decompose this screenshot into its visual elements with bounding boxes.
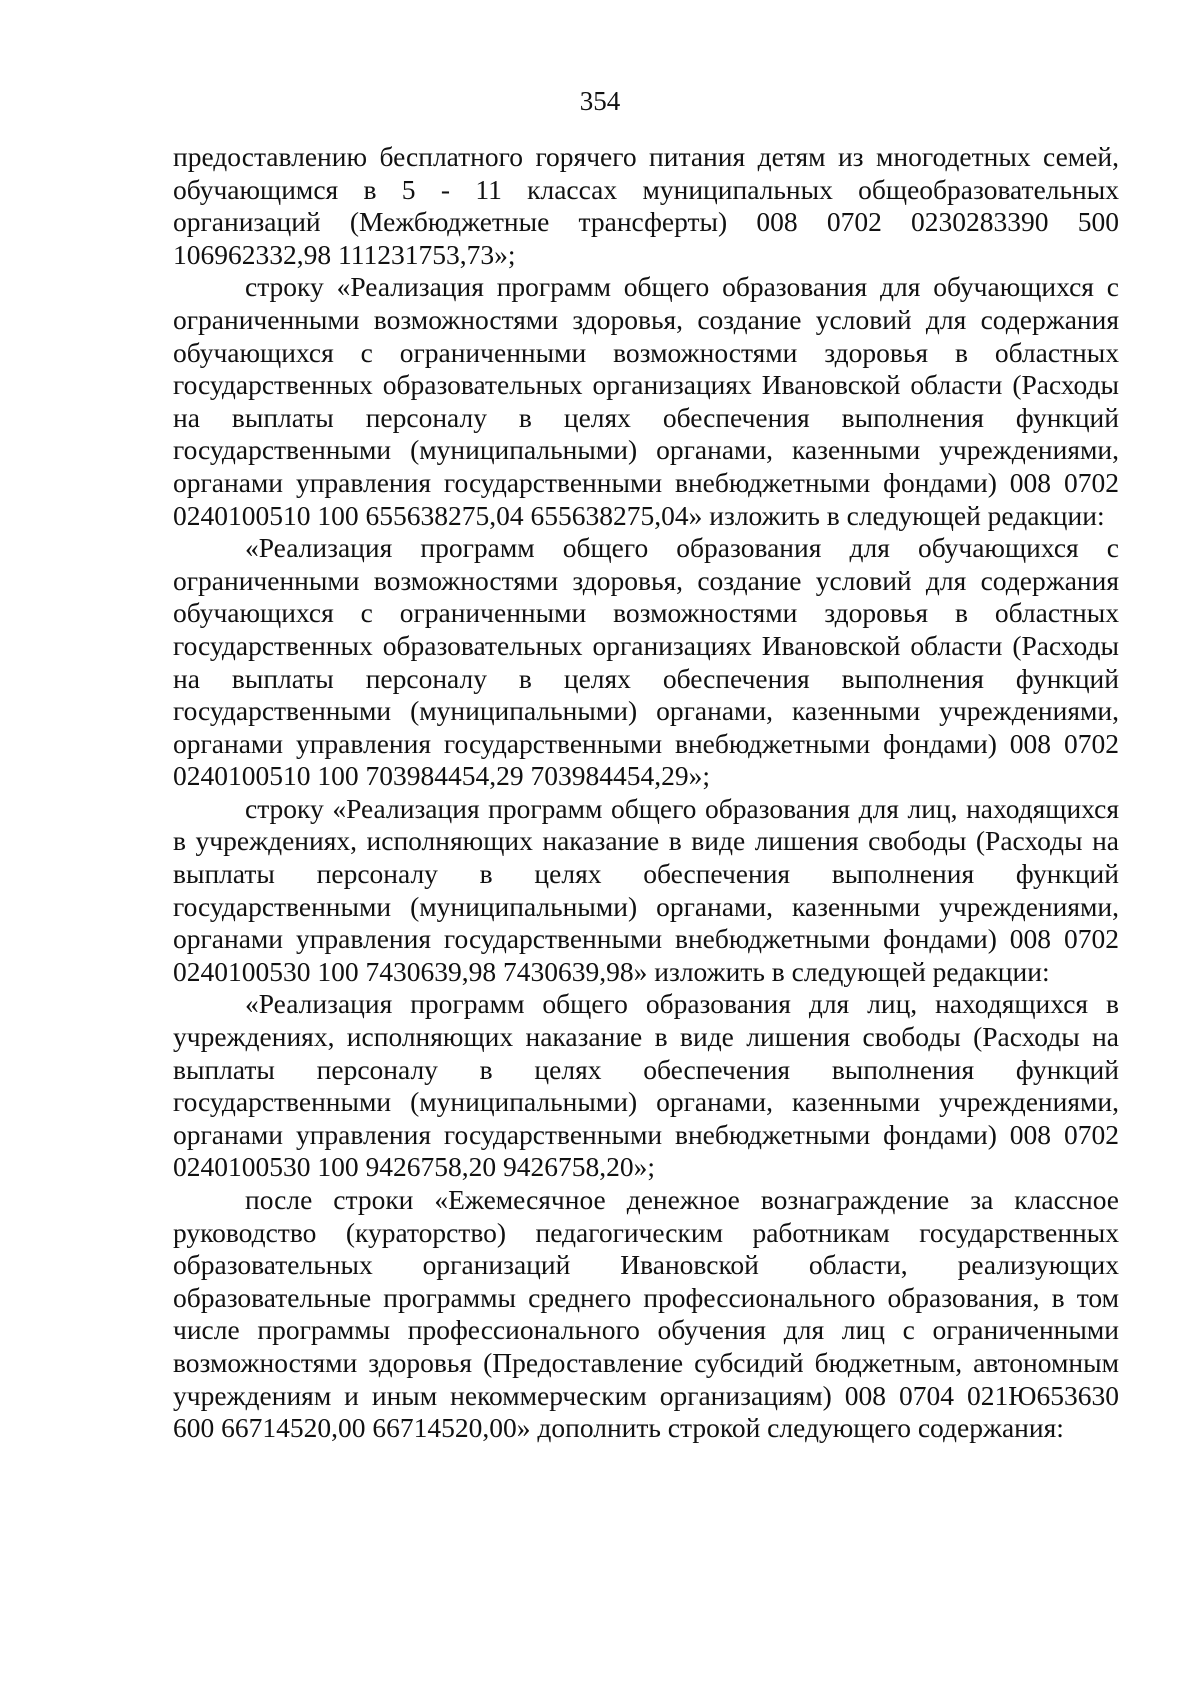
document-body	[173, 141, 1119, 1445]
paragraph-replace-line-2: строку «Реализация программ общего образования для лиц, находящихся в учреждениях, исполняющих наказание в виде лишения свободы (Расходы на выплаты персоналу в целях обеспечения выполнения функций государственными (муниципальными) органами, казенными учреждениями, органами управления государственными внебюджетными фондами) 008 0702 0240100530 100 7430639,98 7430639,98» изложить в следующей редакции:	[173, 792, 1119, 987]
paragraph-insert-after: после строки «Ежемесячное денежное вознаграждение за классное руководство (кураторство) педагогическим работникам государственных образовательных организаций Ивановской области, реализующих образовательные программы среднего профессионального образования, в том числе программы профессионального обучения для лиц с ограниченными возможностями здоровья (Предоставление субсидий бюджетным, автономным учреждениям и иным некоммерческим организациям) 008 0704 021Ю653630 600 66714520,00 66714520,00» дополнить строкой следующего содержания:	[173, 1184, 1119, 1444]
paragraph-continuation: предоставлению бесплатного горячего питания детям из многодетных семей, обучающимся в 5 - 11 классах муниципальных общеобразовательных организаций (Межбюджетные трансферты) 008 0702 0230283390 500 106962332,98 111231753,73»;	[173, 141, 1119, 270]
paragraph-new-line-1: «Реализация программ общего образования для обучающихся с ограниченными возможностями здоровья, создание условий для содержания обучающихся с ограниченными возможностями здоровья в областных государственных образовательных организациях Ивановской области (Расходы на выплаты персоналу в целях обеспечения выполнения функций государственными (муниципальными) органами, казенными учреждениями, органами управления государственными внебюджетными фондами) 008 0702 0240100510 100 703984454,29 703984454,29»;	[173, 532, 1119, 792]
page-number: 354	[579, 86, 621, 116]
paragraph-new-line-2: «Реализация программ общего образования для лиц, находящихся в учреждениях, исполняющих наказание в виде лишения свободы (Расходы на выплаты персоналу в целях обеспечения выполнения функций государственными (муниципальными) органами, казенными учреждениями, органами управления государственными внебюджетными фондами) 008 0702 0240100530 100 9426758,20 9426758,20»;	[173, 988, 1119, 1183]
paragraph-replace-line-1: строку «Реализация программ общего образования для обучающихся с ограниченными возможностями здоровья, создание условий для содержания обучающихся с ограниченными возможностями здоровья в областных государственных образовательных организациях Ивановской области (Расходы на выплаты персоналу в целях обеспечения выполнения функций государственными (муниципальными) органами, казенными учреждениями, органами управления государственными внебюджетными фондами) 008 0702 0240100510 100 655638275,04 655638275,04» изложить в следующей редакции:	[173, 271, 1119, 531]
